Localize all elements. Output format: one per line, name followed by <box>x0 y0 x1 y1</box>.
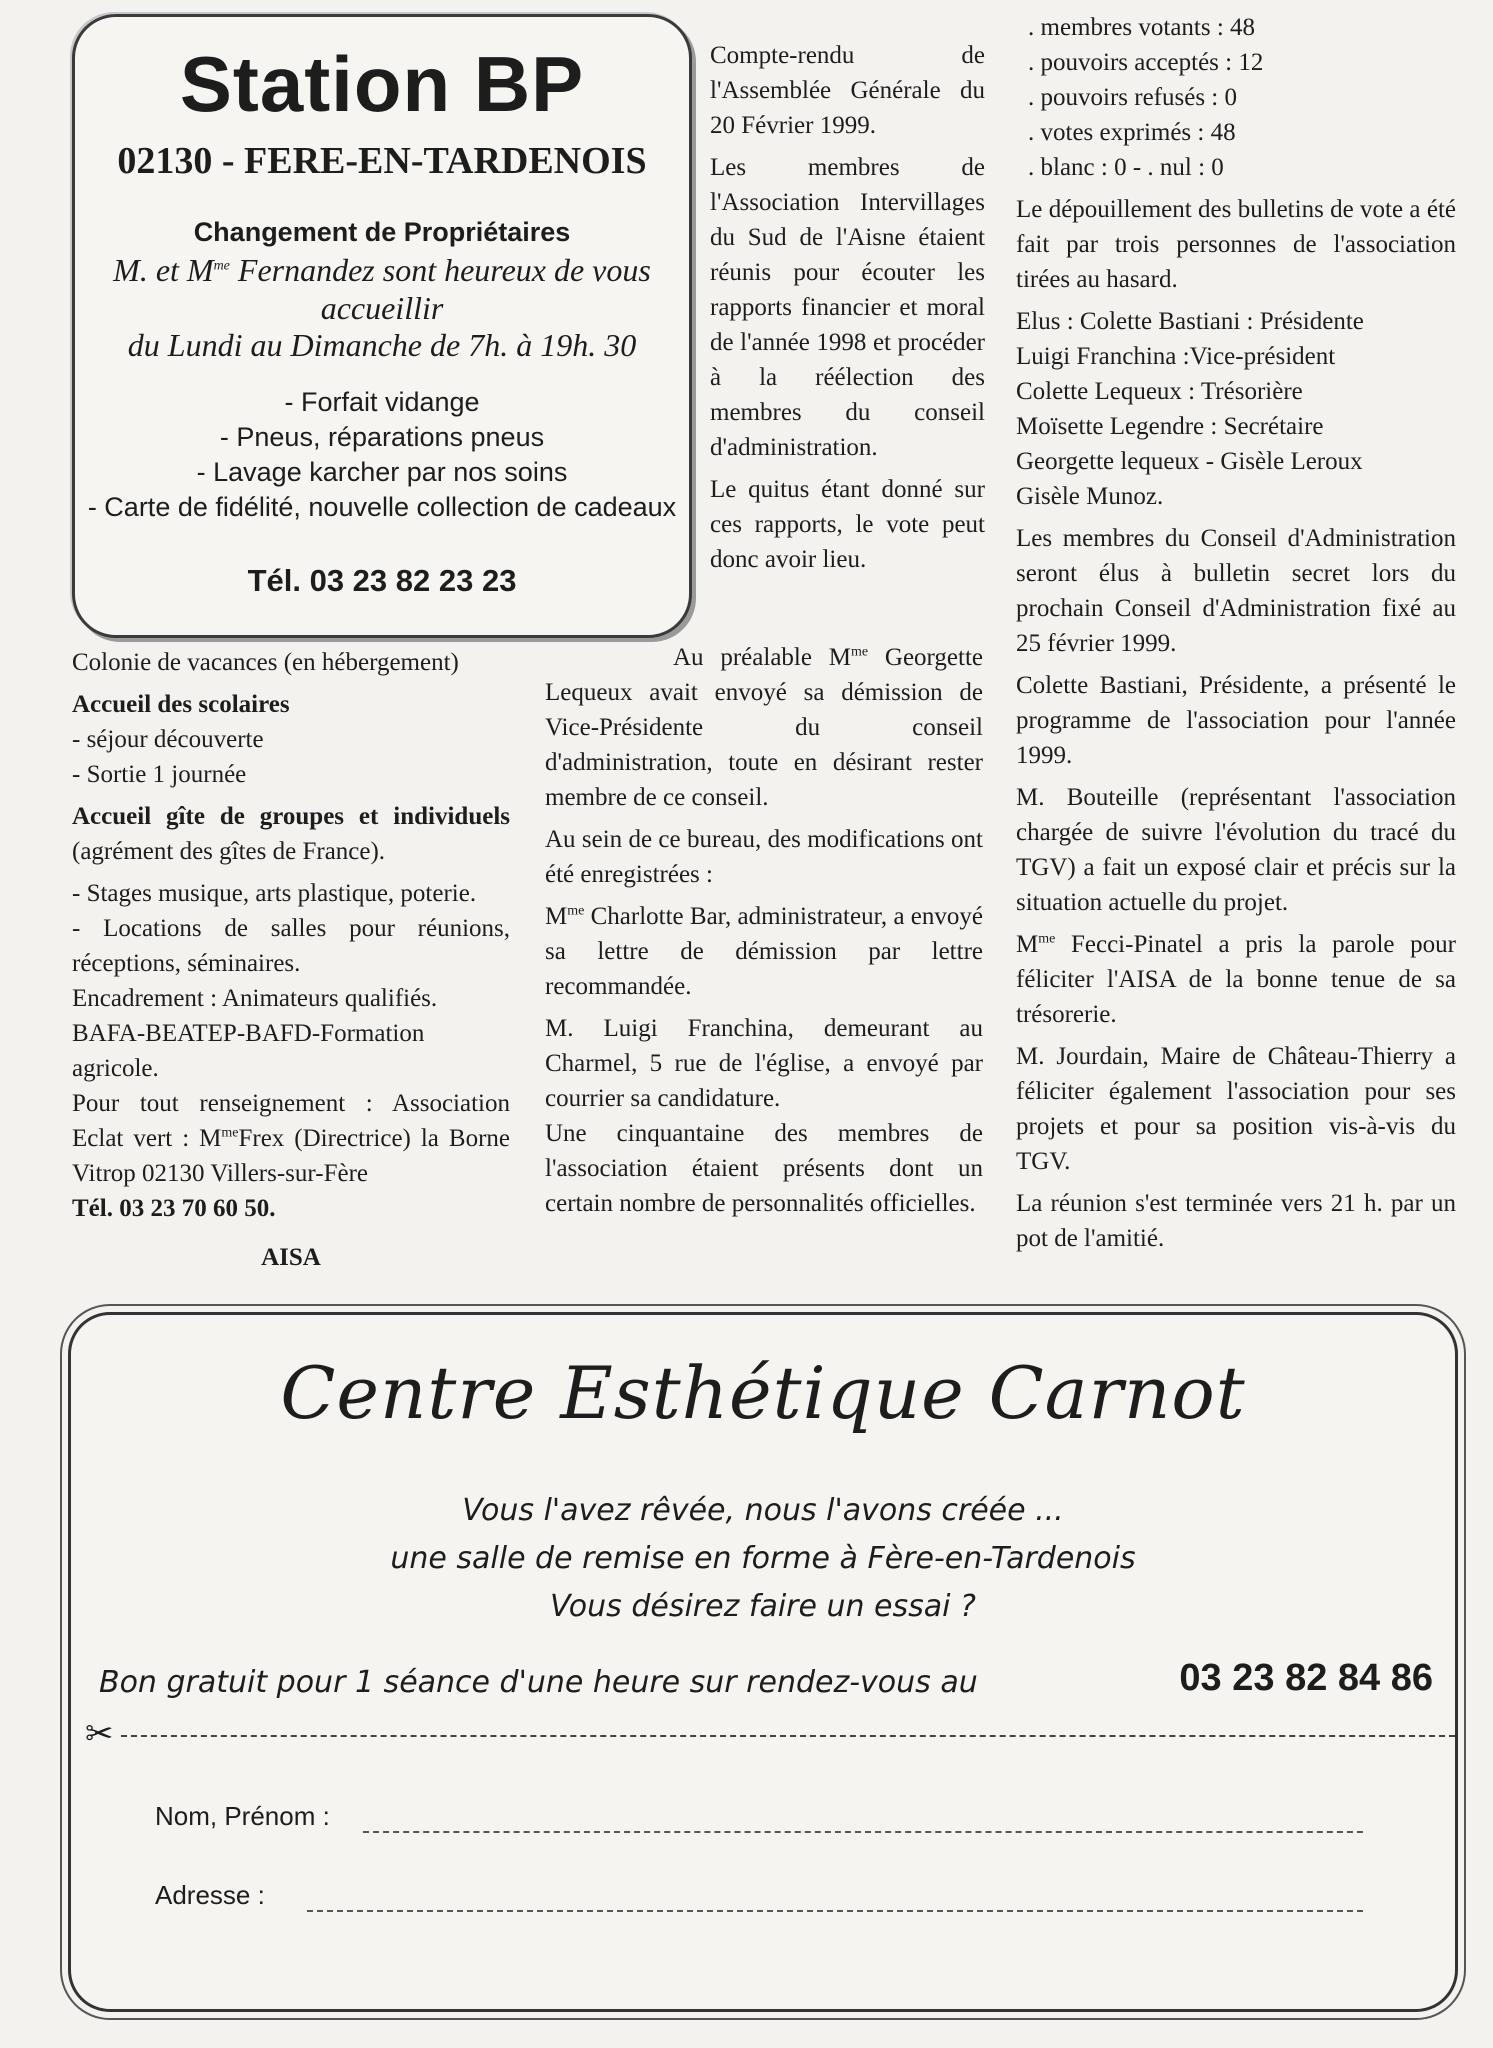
elu-line: Colette Lequeux : Trésorière <box>1016 378 1303 405</box>
name-field[interactable] <box>363 1831 1363 1833</box>
address-label: Adresse : <box>155 1880 265 1910</box>
compte-rendu-p3: Au préalable $M^{me}$ Georgette Lequeux avait envoyé sa démission de Vice-Présidente du conseil d'administration, toute en désirant rester membre de ce conseil. <box>545 644 983 811</box>
station-bp-city: 02130 - FERE-EN-TARDENOIS <box>117 140 647 182</box>
compte-rendu-intro-column <box>710 38 985 577</box>
centre-esthetique-ad <box>68 1312 1458 2012</box>
colonie-heading: Colonie de vacances (en hébergement) <box>72 649 459 676</box>
station-bp-service: - Carte de fidélité, nouvelle collection de cadeaux <box>87 492 677 522</box>
station-bp-service: - Pneus, réparations pneus <box>219 422 545 452</box>
vote-line: . membres votants : 48 <box>1028 14 1256 41</box>
station-bp-change-notice: Changement de Propriétaires <box>193 217 571 247</box>
compte-rendu-column <box>545 640 983 1221</box>
station-bp-title: Station BP <box>179 40 585 128</box>
colonie-phone: Tél. 03 23 70 60 50. <box>72 1195 276 1222</box>
results-p2: Les membres du Conseil d'Administration seront élus à bulletin secret lors du prochain Conseil d'Administration fixé au 25 février 1999. <box>1016 525 1456 657</box>
results-p4: M. Bouteille (représentant l'association chargée de suivre l'évolution du tracé du TGV) a fait un exposé clair et précis sur la situation actuelle du projet. <box>1016 784 1456 916</box>
results-p7: La réunion s'est terminée vers 21 h. par un pot de l'amitié. <box>1016 1190 1456 1252</box>
elu-line: Gisèle Munoz. <box>1016 483 1164 510</box>
renseignement-paragraph: Pour tout renseignement : Association Eclat vert : $M^{me}Frex$ (Directrice) la Borne Vitrop 02130 Villers-sur-Fère <box>72 1090 510 1187</box>
compte-rendu-p5: $M^{me}$ Charlotte Bar, administrateur, a envoyé sa lettre de démission par lettre recommandée. <box>545 903 983 1000</box>
aisa-heading: AISA <box>261 1244 321 1271</box>
centre-tagline-2: une salle de remise en forme à Fère-en-Tardenois <box>390 1541 1136 1576</box>
compte-rendu-p7: Une cinquantaine des membres de l'association étaient présents dont un certain nombre de personnalités officielles. <box>545 1120 983 1217</box>
stages-item: - Stages musique, arts plastique, poterie. <box>72 880 477 907</box>
centre-tagline-1: Vous l'avez rêvée, nous l'avons créée ... <box>462 1493 1064 1528</box>
compte-rendu-p2: Le quitus étant donné sur ces rapports, le vote peut donc avoir lieu. <box>710 476 985 573</box>
results-p5: $M^{me}$ Fecci-Pinatel a pris la parole pour féliciter l'AISA de la bonne tenue de sa trésorerie. <box>1016 931 1456 1028</box>
gite-paragraph: Accueil gîte de groupes et individuels (agrément des gîtes de France). <box>72 803 510 865</box>
compte-rendu-intro: Compte-rendu de l'Assemblée Générale du 20 Février 1999. <box>710 42 985 139</box>
formation-line: BAFA-BEATEP-BAFD-Formation agricole. <box>72 1020 425 1082</box>
elu-line: Georgette lequeux - Gisèle Leroux <box>1016 448 1363 475</box>
results-p1: Le dépouillement des bulletins de vote a été fait par trois personnes de l'association tirées au hasard. <box>1016 196 1456 293</box>
vote-line: . pouvoirs refusés : 0 <box>1028 84 1237 111</box>
scolaires-item: - Sortie 1 journée <box>72 761 247 788</box>
station-bp-service: - Lavage karcher par nos soins <box>196 457 568 487</box>
station-bp-hours: du Lundi au Dimanche de 7h. à 19h. 30 <box>127 327 637 363</box>
locations-item: - Locations de salles pour réunions, réceptions, séminaires. <box>72 915 510 977</box>
elu-line: Luigi Franchina :Vice-président <box>1016 343 1336 370</box>
elu-line: Moïsette Legendre : Secrétaire <box>1016 413 1324 440</box>
compte-rendu-p1: Les membres de l'Association Intervillages du Sud de l'Aisne étaient réunis pour écouter les rapports financier et moral de l'année 1998 et procéder à la réélection des membres du conseil d'administration. <box>710 154 985 461</box>
station-bp-welcome: M. et $M^{me}$ Fernandez sont heureux de vous accueillir <box>113 252 651 326</box>
scolaires-item: - séjour découverte <box>72 726 264 753</box>
encadrement-line: Encadrement : Animateurs qualifiés. <box>72 985 438 1012</box>
centre-phone: 03 23 82 84 86 <box>1179 1657 1433 1699</box>
centre-title: Centre Esthétique Carnot <box>280 1351 1246 1435</box>
scolaires-title: Accueil des scolaires <box>72 691 290 718</box>
cut-line <box>111 1735 1455 1737</box>
compte-rendu-p4: Au sein de ce bureau, des modifications ont été enregistrées : <box>545 826 983 888</box>
results-p3: Colette Bastiani, Présidente, a présenté le programme de l'association pour l'année 1999. <box>1016 672 1456 769</box>
vote-line: . blanc : 0 - . nul : 0 <box>1028 154 1224 181</box>
compte-rendu-p6: M. Luigi Franchina, demeurant au Charmel, 5 rue de l'église, a envoyé par courrier sa candidature. <box>545 1015 983 1112</box>
station-bp-ad <box>72 14 692 638</box>
name-label: Nom, Prénom : <box>155 1801 330 1831</box>
elu-line: Elus : Colette Bastiani : Présidente <box>1016 308 1364 335</box>
station-bp-phone: Tél. 03 23 82 23 23 <box>247 563 517 598</box>
colonie-column <box>72 645 510 1275</box>
centre-tagline-3: Vous désirez faire un essai ? <box>550 1589 976 1624</box>
scissors-icon: ✂ <box>81 1715 118 1755</box>
vote-line: . votes exprimés : 48 <box>1028 119 1236 146</box>
vote-line: . pouvoirs acceptés : 12 <box>1028 49 1264 76</box>
centre-coupon-text: Bon gratuit pour 1 séance d'une heure sur rendez-vous au <box>99 1665 978 1700</box>
address-field[interactable] <box>307 1910 1363 1912</box>
results-column <box>1016 10 1456 1263</box>
results-p6: M. Jourdain, Maire de Château-Thierry a féliciter également l'association pour ses projets et pour sa position vis-à-vis du TGV. <box>1016 1043 1456 1175</box>
station-bp-service: - Forfait vidange <box>284 387 480 417</box>
